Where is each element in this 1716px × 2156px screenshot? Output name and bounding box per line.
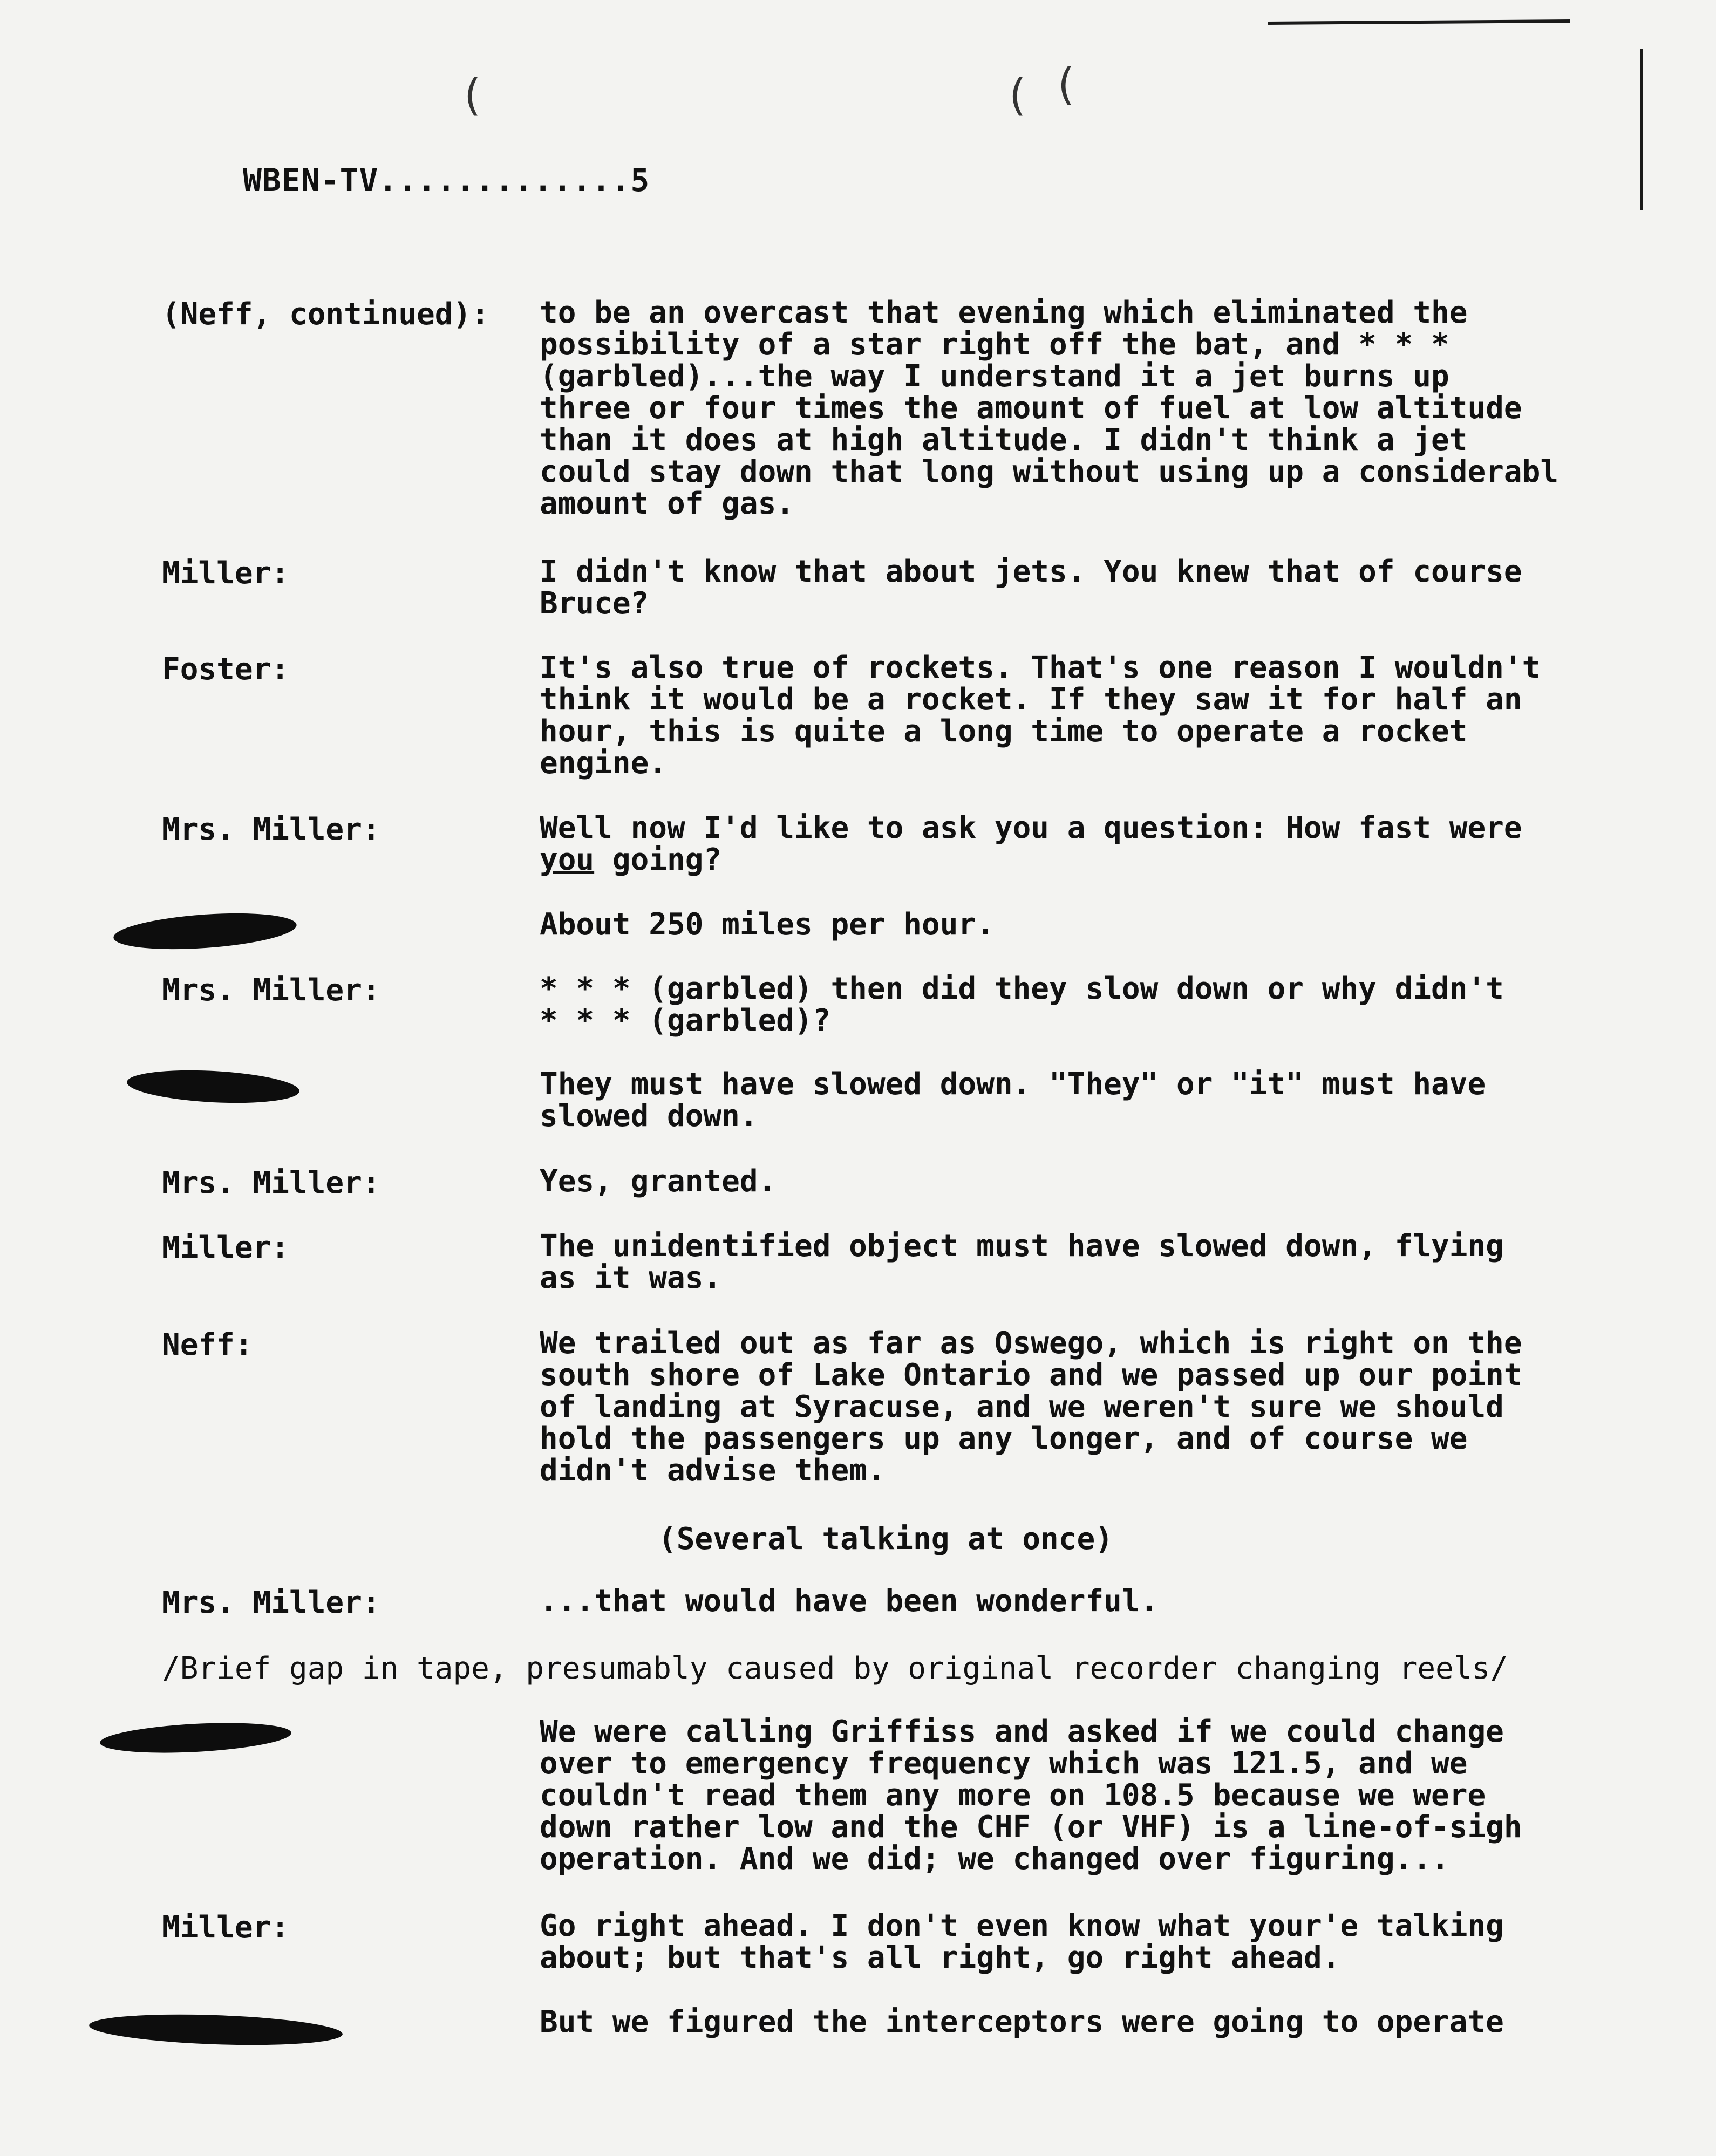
speaker-label: Neff:: [162, 1327, 253, 1362]
speech-text: * * * (garbled) then did they slow down or why didn't * * * (garbled)?: [540, 971, 1504, 1038]
speech-text: Yes, granted.: [540, 1164, 777, 1199]
emphasized-word: you: [540, 842, 595, 877]
speaker-label: Miller:: [162, 1910, 290, 1945]
speech-text-part: Well now I'd like to ask you a question: How fast were: [540, 810, 1522, 845]
speech-text: I didn't know that about jets. You knew that of course Bruce?: [540, 554, 1522, 621]
speaker-label: Mrs. Miller:: [162, 1585, 380, 1620]
speech-text: ...that would have been wonderful.: [540, 1584, 1159, 1619]
speech-text: But we figured the interceptors were going to operate: [540, 2004, 1504, 2039]
scan-mark: (: [1058, 59, 1075, 110]
speech-text: [540, 812, 1662, 876]
scan-mark: (: [464, 70, 481, 120]
speech-text: The unidentified object must have slowed down, flying as it was.: [540, 1229, 1504, 1295]
speaker-label: Miller:: [162, 1230, 290, 1265]
speech-text: They must have slowed down. "They" or "it" must have slowed down.: [540, 1067, 1486, 1134]
speech-text: It's also true of rockets. That's one reason I wouldn't think it would be a rocket. If they saw it for half an hour, this is quite a long time to operate a rocket engine.: [540, 650, 1541, 781]
speaker-label: Miller:: [162, 556, 290, 591]
speaker-label: Mrs. Miller:: [162, 1165, 380, 1200]
speech-text: About 250 miles per hour.: [540, 907, 995, 942]
speech-text: to be an overcast that evening which eliminated the possibility of a star right off the bat, and * * * (garbled)...the way I understand it a jet burns up three or four times the amount of fuel at low altitude than it does at high altitude. I didn't think a jet could stay down that long without using up a considerabl amount of gas.: [540, 295, 1559, 521]
scan-mark: (: [1009, 70, 1026, 120]
scan-right-edge: [1640, 49, 1643, 210]
speaker-label: Mrs. Miller:: [162, 973, 380, 1008]
speaker-label: Mrs. Miller:: [162, 812, 380, 847]
redacted-speaker: [126, 1067, 301, 1107]
speech-text: We trailed out as far as Oswego, which is right on the south shore of Lake Ontario and we passed up our point of landing at Syracuse, and we weren't sure we should hold the passengers up any longer, and of course we didn't advise them.: [540, 1326, 1522, 1488]
redacted-speaker: [112, 908, 297, 954]
speech-text: Go right ahead. I don't even know what your'e talking about; but that's all right, go right ahead.: [540, 1908, 1504, 1975]
tape-gap-note: /Brief gap in tape, presumably caused by original recorder changing reels/: [162, 1651, 1508, 1686]
speech-text: We were calling Griffiss and asked if we could change over to emergency frequency which was 121.5, and we couldn't read them any more on 108.5 because we were down rather low and the CHF (or VHF) is a line-of-sigh operation. And we did; we changed over figuring...: [540, 1714, 1522, 1877]
redacted-speaker: [99, 1719, 292, 1757]
speaker-label: Foster:: [162, 652, 290, 687]
speaker-label: (Neff, continued):: [162, 297, 489, 332]
redacted-speaker: [88, 2011, 343, 2049]
page-header: WBEN-TV.............5: [243, 162, 650, 199]
speech-text-part: going?: [594, 842, 722, 877]
transcript-note: (Several talking at once): [658, 1522, 1113, 1557]
scan-top-edge: [1268, 19, 1570, 25]
